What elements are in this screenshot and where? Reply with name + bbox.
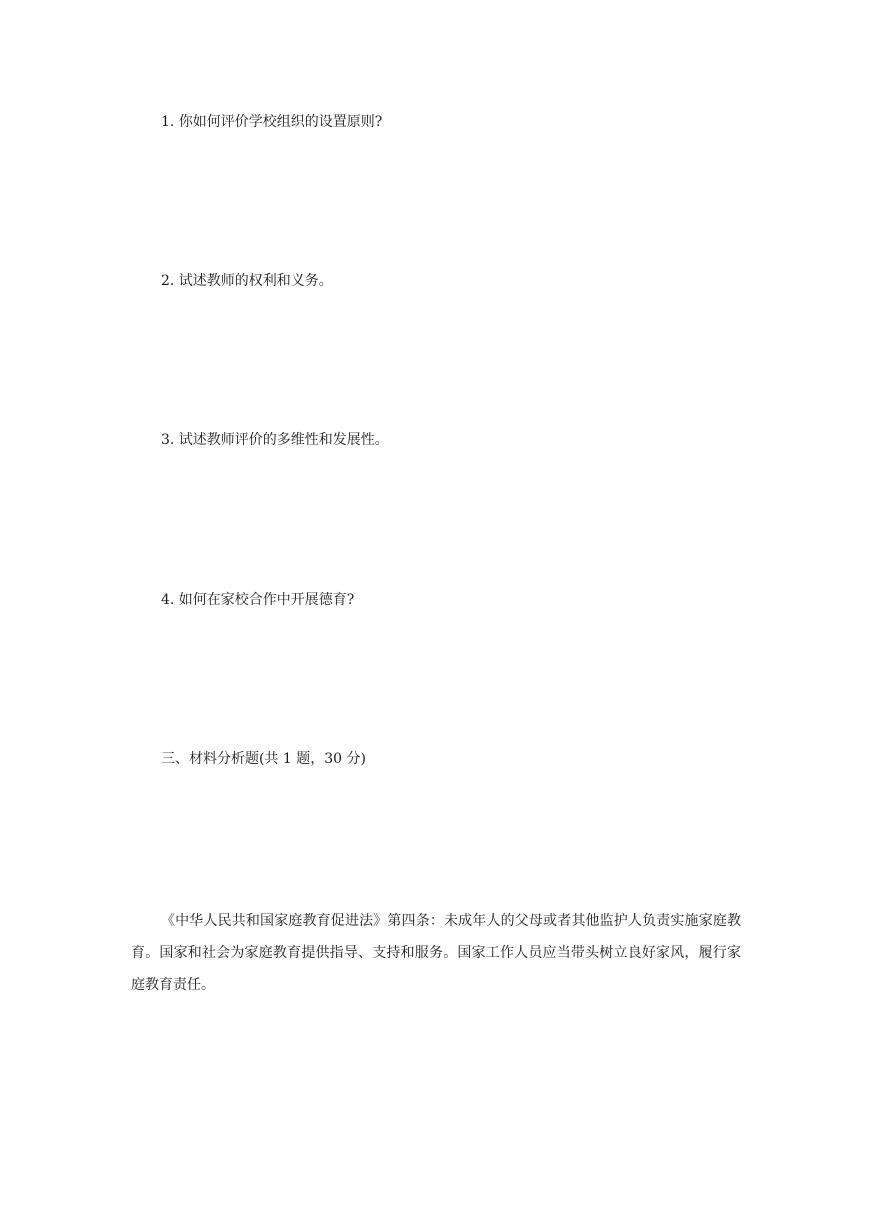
material-passage: 《中华人民共和国家庭教育促进法》第四条：未成年人的父母或者其他监护人负责实施家庭教育。国家和社会为家庭教育提供指导、支持和服务。国家工作人员应当带头树立良好家风，履行家庭教育责任。 xyxy=(131,913,741,993)
question-1: 1. 你如何评价学校组织的设置原则? xyxy=(161,114,383,130)
question-3: 3. 试述教师评价的多维性和发展性。 xyxy=(161,432,389,448)
question-2: 2. 试述教师的权利和义务。 xyxy=(161,273,333,289)
question-4: 4. 如何在家校合作中开展德育? xyxy=(161,592,355,608)
section-heading: 三、材料分析题(共 1 题，30 分) xyxy=(161,751,366,767)
